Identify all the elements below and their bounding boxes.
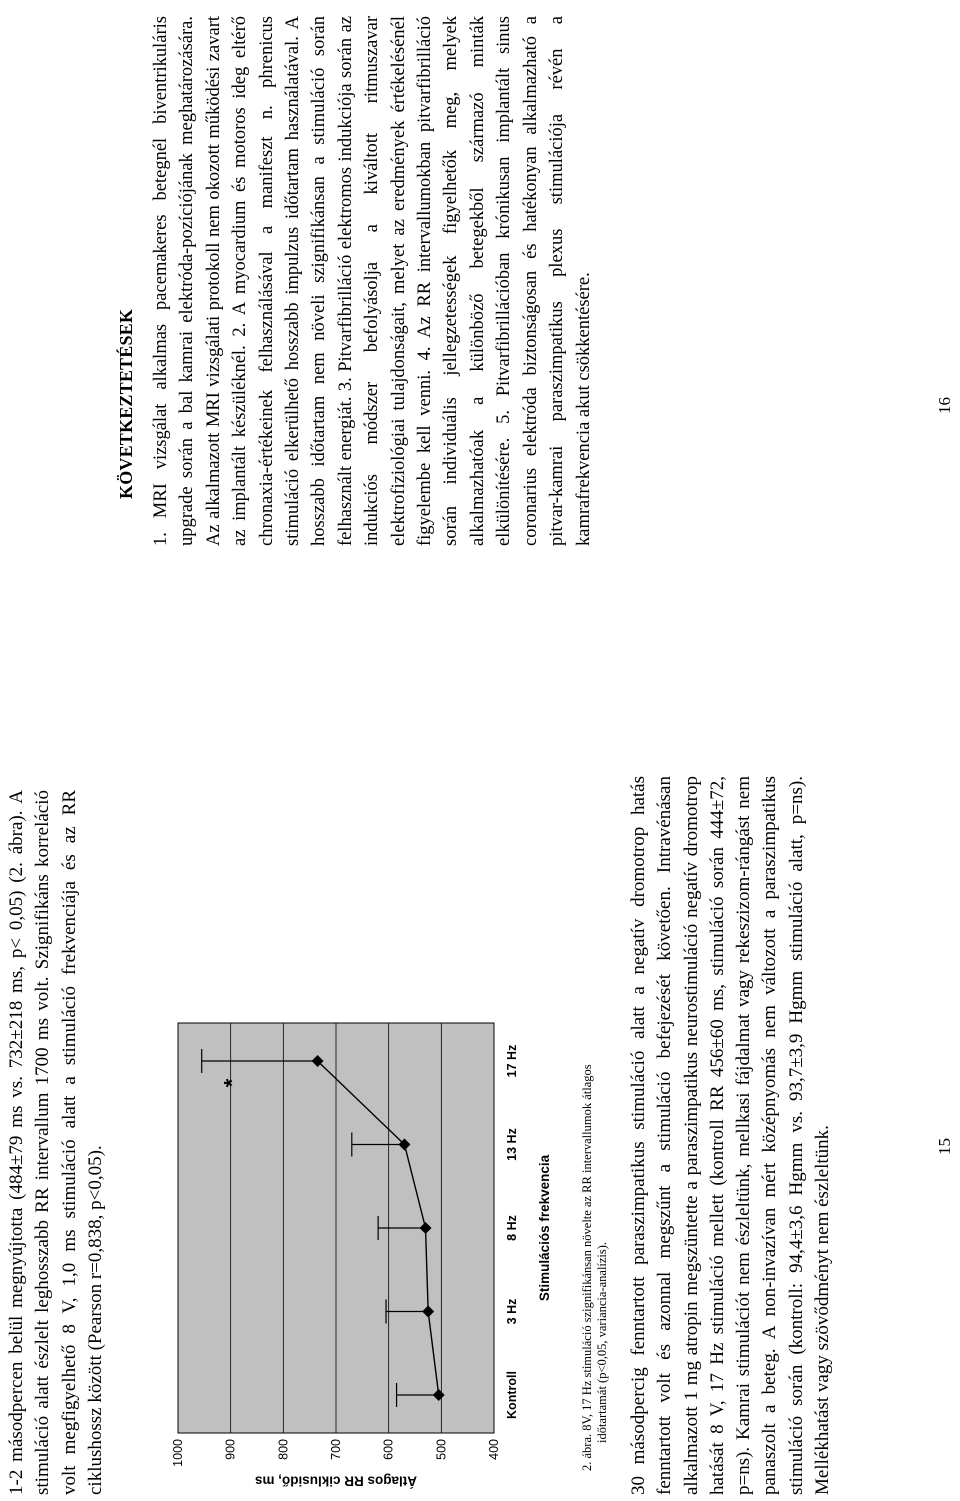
x-category-label: 17 Hz: [505, 1044, 519, 1078]
caption-line-2: időtartamát (p<0,05, variancia-analízis).: [595, 1241, 609, 1443]
y-tick-labels: [171, 1439, 501, 1467]
y-tick-label: 600: [381, 1439, 396, 1460]
x-category-label: Kontroll: [505, 1371, 519, 1419]
page-number: 16: [935, 397, 954, 414]
rr-interval-chart: [160, 881, 580, 1501]
x-category-labels: [505, 1045, 519, 1419]
conclusions-list: 1. MRI vizsgálat alkalmas pacemakeres betegnél biventrikuláris upgrade során a bal kamrai elektróda-pozíciójának meghatározására. Az alkalmazott MRI vizsgálati protokoll nem okozott működési zavart az implantált készüléknél. 2. A myocardium és motoros ideg eltérő chronaxia-értékeinek felhasználásával a manifeszt n. phrenicus stimuláció elkerülhető hosszabb impulzus időtartam használatával. A hosszabb időtartam nem növeli szignifikánsan a stimuláció során felhasznált energiát. 3. Pitvarfibrilláció elektromos indukciója során az indukciós módszer befolyásolja a kiváltott ritmuszavar elektrofiziológiai tulajdonságait, melyet az eredmények értékelésénél figyelembe kell venni. 4. Az RR intervallumokban pitvarfibrilláció során individuális jellegzetességek figyelhetők meg, melyek alkalmazhatóak a különböző betegekből származó minták elkülönítésére. 5. Pitvarfibrillációban krónikusan implantált sinus coronarius elektróda biztonságosan és hatékonyan alkalmazható a pitvar-kamrai paraszimpatikus plexus stimulációja révén a kamrafrekvencia akut csökkentésére.: [151, 16, 594, 546]
y-tick-label: 400: [487, 1439, 501, 1460]
page-16: [0, 0, 960, 741]
stimulation-paragraph: 30 másodpercig fenntartott paraszimpatikus stimuláció alatt a negatív dromotrop hatás fenntartott volt és azonnal megszűnt a stimuláció befejezését követően. Intravénásan alkalmazott 1 mg atropin megszüntette a paraszimpatikus neurostimuláció negatív dromotrop hatását 8 V, 17 Hz stimuláció mellett (kontroll RR 456±60 ms, stimuláció során 444±72, p=ns). Kamrai stimulációt nem észleltünk, mellkasi fájdalmat vagy rekeszizom-rángást nem panaszolt a beteg. A non-invazívan mért középnyomás nem változott a paraszimpatikus stimuláció során (kontroll: 94,4±3,6 Hgmm vs. 93,7±3,9 Hgmm stimuláció alatt, p=ns). Mellékhatást vagy szövődményt nem észleltünk.: [628, 776, 834, 1495]
results-paragraph: 1-2 másodpercen belül megnyújtotta (484±79 ms vs. 732±218 ms, p< 0,05) (2. ábra). A stimuláció alatt észlelt leghosszabb RR intervallum 1700 ms volt. Szignifikáns korreláció volt megfigyelhető 8 V, 1,0 ms stimuláció alatt a stimuláció frekvenciája és az RR ciklushossz között (Pearson r=0,838, p<0,05).: [6, 790, 106, 1495]
y-tick-label: 900: [223, 1439, 238, 1460]
x-category-label: 13 Hz: [505, 1128, 519, 1161]
page-number: 15: [935, 1138, 954, 1155]
figure-caption: [580, 861, 610, 1471]
caption-line-1: 2. ábra. 8V, 17 Hz stimuláció szignifikánsan növelte az RR intervallumok átlagos: [580, 1064, 594, 1471]
section-heading: KÖVETKEZTETÉSEK: [116, 308, 136, 499]
y-tick-label: 800: [276, 1439, 291, 1460]
y-tick-label: 700: [329, 1439, 343, 1460]
x-axis-title: Stimulációs frekvencia: [537, 1154, 552, 1302]
x-category-label: 3 Hz: [505, 1298, 519, 1325]
significance-marker: *: [219, 1078, 245, 1088]
page-15: [0, 751, 960, 1501]
x-category-label: 8 Hz: [505, 1215, 519, 1241]
y-tick-label: 500: [434, 1439, 449, 1460]
y-tick-label: 1000: [171, 1439, 185, 1467]
y-axis-title: Átlagos RR ciklusidő, ms: [254, 1473, 418, 1489]
